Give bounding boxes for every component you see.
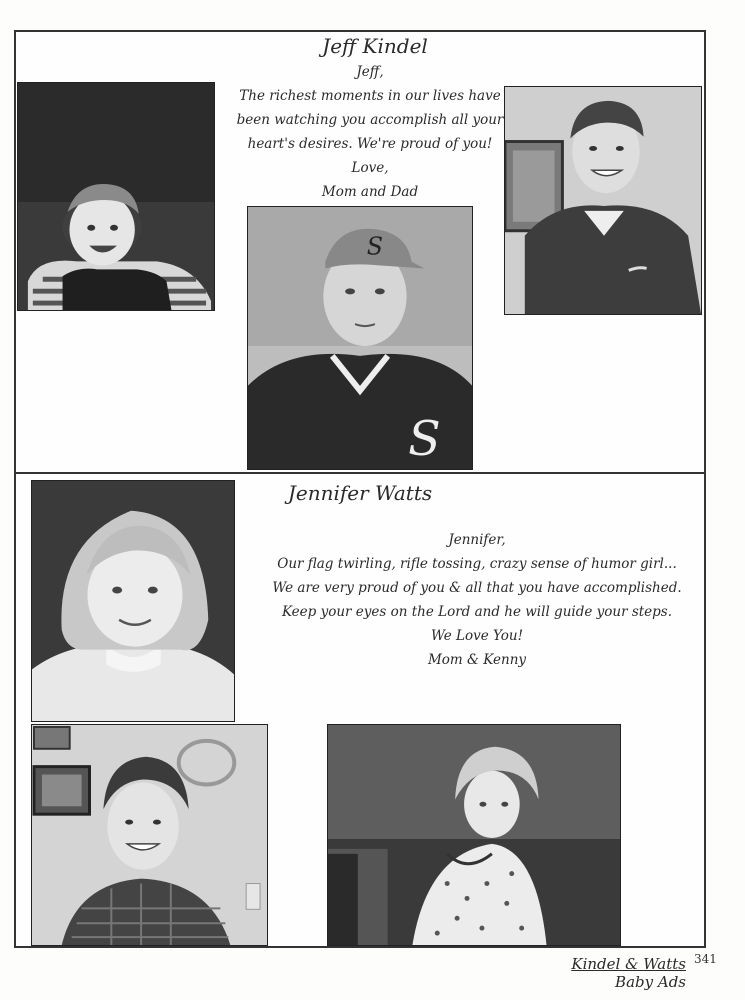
footer-title: Kindel & Watts (571, 955, 686, 973)
message-line: Our flag twirling, rifle tossing, crazy sense of humor girl... (277, 556, 677, 572)
photo-jeff-teen (504, 86, 702, 315)
message-line: Mom & Kenny (427, 652, 527, 668)
message-line: heart's desires. We're proud of you! (247, 136, 493, 152)
message-line: The richest moments in our lives have (239, 88, 501, 104)
message-line: Mom and Dad (321, 184, 419, 200)
footer-subtitle: Baby Ads (615, 973, 686, 991)
page-number: 341 (694, 952, 717, 966)
message-line: Jennifer, (448, 532, 506, 548)
ad-name-kindel: Jeff Kindel (322, 34, 428, 58)
message-line: We are very proud of you & all that you have accomplished. (272, 580, 682, 596)
ad-message-watts (262, 528, 692, 672)
message-line: Keep your eyes on the Lord and he will guide your steps. (281, 604, 673, 620)
message-line: Jeff, (356, 64, 384, 80)
photo-jennifer-beach (327, 724, 621, 946)
photo-jeff-toddler (17, 82, 215, 311)
message-line: We Love You! (430, 628, 524, 644)
photo-jennifer-child (31, 480, 235, 722)
message-line: Love, (351, 160, 389, 176)
svg-text:S: S (408, 412, 441, 468)
svg-text:S: S (366, 232, 384, 261)
ad-message-kindel (220, 60, 520, 204)
page-footer (540, 955, 686, 991)
ad-name-watts: Jennifer Watts (287, 481, 433, 505)
photo-jeff-baseball (247, 206, 473, 470)
message-line: been watching you accomplish all your (236, 112, 504, 128)
photo-jennifer-teen (31, 724, 268, 946)
